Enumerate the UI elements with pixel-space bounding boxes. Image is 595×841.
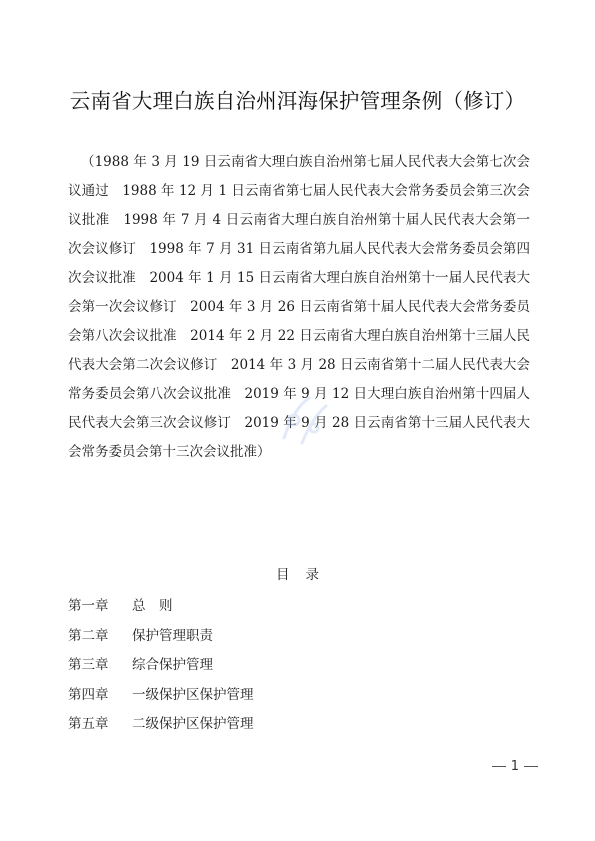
toc-item[interactable]: [68, 592, 530, 622]
page-number: 1: [510, 759, 519, 774]
toc-item[interactable]: [68, 710, 530, 740]
toc-chapter-title: 综合保护管理: [132, 657, 213, 673]
toc-item[interactable]: [68, 651, 530, 681]
left-dash: [492, 766, 506, 767]
document-title: 云南省大理白族自治州洱海保护管理条例（修订）: [69, 89, 526, 113]
toc-heading: 目录: [276, 567, 335, 583]
table-of-contents: [68, 592, 530, 740]
toc-item[interactable]: [68, 622, 530, 652]
toc-chapter-number: 第三章: [68, 657, 109, 673]
toc-chapter-title: 二级保护区保护管理: [132, 716, 254, 732]
toc-chapter-number: 第五章: [68, 716, 109, 732]
toc-chapter-number: 第二章: [68, 627, 109, 644]
toc-chapter-title: 总 则: [132, 598, 173, 614]
toc-chapter-number: 第四章: [68, 686, 109, 703]
legislative-history-note: （1988 年 3 月 19 日云南省大理白族自治州第七届人民代表大会第七次会议通过 1988 年 12 月 1 日云南省第七届人民代表大会常务委员会第三次会议批准 1998 年 7 月 4 日云南省大理白族自治州第十届人民代表大会第一次会议修订 1998 年 7 月 31 日云南省第九届人民代表大会常务委员会第四次会议批准 2004 年 1 月 15 日云南省大理白族自治州第十一届人民代表大会第一次会议修订 2004 年 3 月 26 日云南省第十届人民代表大会常务委员会第八次会议批准 2014 年 2 月 22 日云南省大理白族自治州第十三届人民代表大会第二次会议修订 2014 年 3 月 28 日云南省第十二届人民代表大会常务委员会第八次会议批准 2019 年 9 月 12 日大理白族自治州第十四届人民代表大会第三次会议修订 2019 年 9 月 28 日云南省第十三届人民代表大会常务委员会第十三次会议批准）: [68, 154, 530, 460]
toc-chapter-title: 一级保护区保护管理: [132, 686, 254, 703]
page-number-footer: [487, 759, 543, 774]
toc-chapter-number: 第一章: [68, 598, 109, 614]
toc-chapter-title: 保护管理职责: [132, 627, 213, 644]
toc-item[interactable]: [68, 681, 530, 711]
right-dash: [524, 766, 538, 767]
